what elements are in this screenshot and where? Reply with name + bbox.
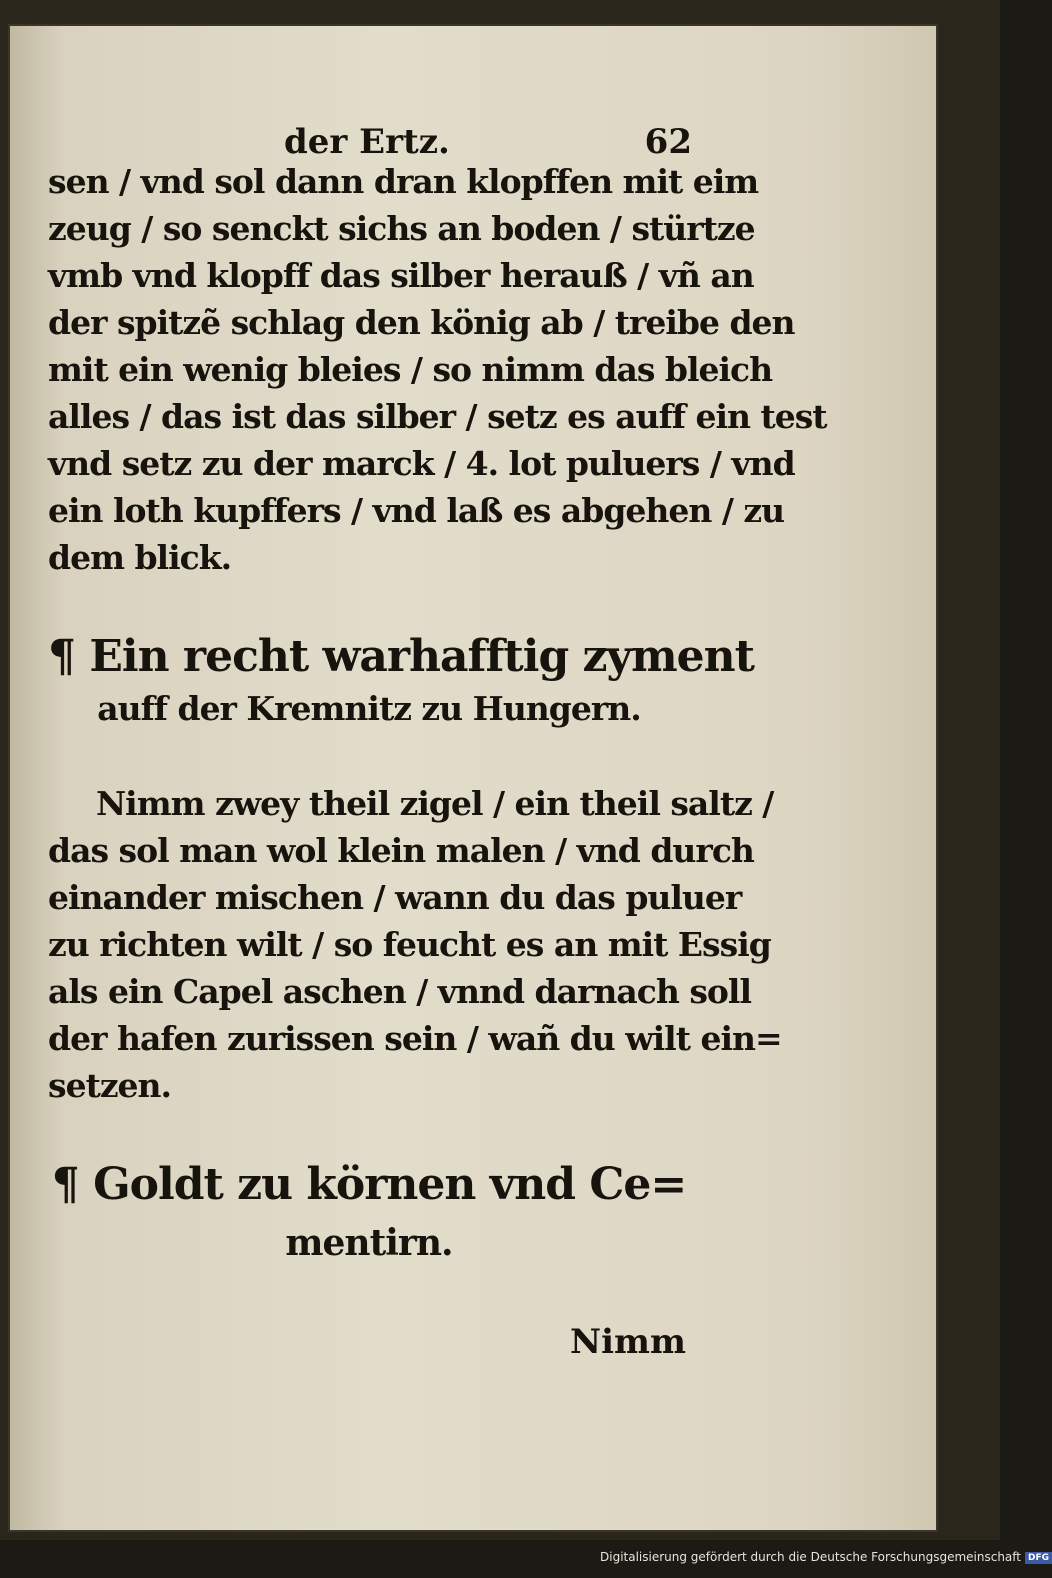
book-page xyxy=(8,24,938,1532)
pilcrow-icon: ¶ xyxy=(48,631,75,682)
heading-text: Ein recht warhafftig zyment xyxy=(89,631,754,682)
text-line: zu richten wilt / so feucht es an mit Essig xyxy=(48,925,771,964)
footer-text: Digitalisierung gefördert durch die Deutsche Forschungsgemeinschaft xyxy=(600,1550,1022,1564)
heading-text: Goldt zu körnen vnd Ce= xyxy=(93,1159,687,1210)
section-2-heading xyxy=(48,628,754,732)
heading-line xyxy=(48,1156,690,1214)
text-line: alles / das ist das silber / setz es auff ein test xyxy=(48,397,827,436)
text-line: vnd setz zu der marck / 4. lot puluers / vnd xyxy=(48,444,795,483)
text-line: der hafen zurissen sein / wañ du wilt ein= xyxy=(48,1019,782,1058)
heading-line xyxy=(48,628,754,686)
text-line: Nimm zwey theil zigel / ein theil saltz / xyxy=(96,784,774,823)
text-line: ein loth kupffers / vnd laß es abgehen / zu xyxy=(48,491,785,530)
section-2-body xyxy=(48,780,782,1109)
text-line: als ein Capel aschen / vnnd darnach soll xyxy=(48,972,751,1011)
text-line: zeug / so senckt sichs an boden / stürtze xyxy=(48,209,755,248)
catchword: Nimm xyxy=(570,1322,686,1362)
heading-line: mentirn. xyxy=(285,1222,453,1264)
running-head: der Ertz. xyxy=(284,122,450,162)
section-3-heading xyxy=(48,1156,690,1272)
heading-line: auff der Kremnitz zu Hungern. xyxy=(97,689,641,728)
text-line: der spitzẽ schlag den könig ab / treibe den xyxy=(48,303,795,342)
text-line: einander mischen / wann du das puluer xyxy=(48,878,742,917)
text-line: dem blick. xyxy=(48,538,232,577)
page-number: 62 xyxy=(644,122,692,162)
text-line: setzen. xyxy=(48,1066,172,1105)
text-line: mit ein wenig bleies / so nimm das bleich xyxy=(48,350,773,389)
dfg-logo-icon: DFG xyxy=(1025,1552,1052,1564)
text-line: vmb vnd klopff das silber herauß / vñ an xyxy=(48,256,754,295)
text-line: das sol man wol klein malen / vnd durch xyxy=(48,831,754,870)
text-line: sen / vnd sol dann dran klopffen mit eim xyxy=(48,162,759,201)
pilcrow-icon: ¶ xyxy=(51,1159,79,1210)
footer-credit xyxy=(600,1550,1052,1570)
section-1-body xyxy=(48,158,827,581)
